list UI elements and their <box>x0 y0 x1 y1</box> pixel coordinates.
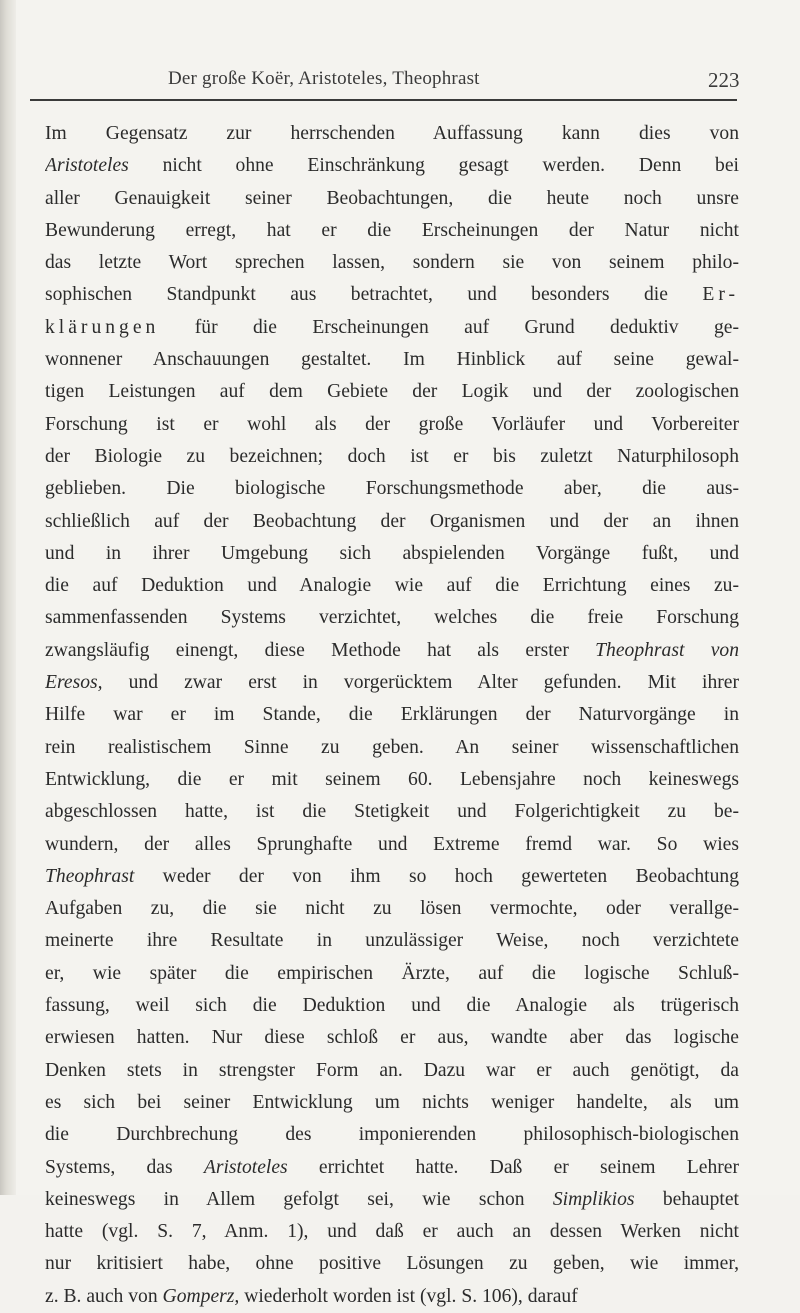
text-run: zwangsläufig einengt, diese Methode hat als erster <box>45 639 596 661</box>
text-line <box>45 958 739 990</box>
body-text <box>45 118 739 1313</box>
text-run: erwiesen hatten. Nur diese schloß er aus, wandte aber das logische <box>45 1027 739 1049</box>
text-line <box>45 506 739 538</box>
text-run: meinerte ihre Resultate in unzulässiger Weise, noch verzichtete <box>45 930 739 952</box>
text-run: rein realistischem Sinne zu geben. An seiner wissenschaftlichen <box>45 736 739 758</box>
italic-name: Aristoteles <box>45 155 129 177</box>
text-run: und zwar erst in vorgerücktem Alter gefunden. Mit ihrer <box>102 672 739 694</box>
text-run: weder der von ihm so hoch gewerteten Beobachtung <box>134 865 739 887</box>
binding-edge <box>0 0 16 1195</box>
text-run: Hilfe war er im Stande, die Erklärungen der Naturvorgänge in <box>45 704 739 726</box>
text-line <box>45 764 739 796</box>
spaced-emphasis: klärungen <box>45 316 160 338</box>
text-line <box>45 635 739 667</box>
header-rule <box>30 99 737 101</box>
text-run: Forschung ist er wohl als der große Vorläufer und Vorbereiter <box>45 413 739 435</box>
text-run: schließlich auf der Beobachtung der Organismen und der an ihnen <box>45 510 739 532</box>
text-line <box>45 667 739 699</box>
text-run: Aufgaben zu, die sie nicht zu lösen vermochte, oder verallge- <box>45 898 739 920</box>
text-line <box>45 732 739 764</box>
text-line <box>45 183 739 215</box>
text-run: sophischen Standpunkt aus betrachtet, und besonders die <box>45 284 703 306</box>
text-line <box>45 1248 739 1280</box>
text-line <box>45 376 739 408</box>
text-line <box>45 1022 739 1054</box>
text-run: nur kritisiert habe, ohne positive Lösungen zu geben, wie immer, <box>45 1253 739 1275</box>
italic-name: Theophrast <box>45 865 135 887</box>
text-run: z. B. auch von <box>45 1285 163 1307</box>
text-line <box>45 150 739 182</box>
text-line <box>45 118 739 150</box>
text-line <box>45 1119 739 1151</box>
text-line <box>45 1281 739 1313</box>
text-run: wonnener Anschauungen gestaltet. Im Hinblick auf seine gewal- <box>45 349 739 371</box>
text-run: es sich bei seiner Entwicklung um nichts weniger handelte, als um <box>45 1091 739 1113</box>
text-line <box>45 247 739 279</box>
text-line <box>45 699 739 731</box>
text-line <box>45 829 739 861</box>
text-line <box>45 312 739 344</box>
text-run: nicht ohne Einschränkung gesagt werden. Denn bei <box>128 155 739 177</box>
text-run: Denken stets in strengster Form an. Dazu war er auch genötigt, da <box>45 1059 739 1081</box>
text-line <box>45 215 739 247</box>
text-run: behauptet <box>634 1188 739 1210</box>
italic-name: Theophrast von <box>595 639 739 661</box>
text-run: abgeschlossen hatte, ist die Stetigkeit und Folgerichtigkeit zu be- <box>45 801 739 823</box>
text-line <box>45 893 739 925</box>
text-line <box>45 279 739 311</box>
text-run: er, wie später die empirischen Ärzte, auf die logische Schluß- <box>45 962 739 984</box>
text-run: aller Genauigkeit seiner Beobachtungen, die heute noch unsre <box>45 187 739 209</box>
text-run: geblieben. Die biologische Forschungsmethode aber, die aus- <box>45 478 739 500</box>
text-line <box>45 473 739 505</box>
italic-name: Simplikios <box>552 1188 635 1210</box>
text-run: das letzte Wort sprechen lassen, sondern sie von seinem philo- <box>45 252 739 274</box>
text-line <box>45 796 739 828</box>
text-run: keineswegs in Allem gefolgt sei, wie schon <box>45 1188 553 1210</box>
italic-name: Eresos, <box>45 672 103 694</box>
text-run: sammenfassenden Systems verzichtet, welches die freie Forschung <box>45 607 739 629</box>
text-run: die auf Deduktion und Analogie wie auf die Errichtung eines zu- <box>45 575 739 597</box>
text-line <box>45 441 739 473</box>
text-line <box>45 1216 739 1248</box>
spaced-emphasis: Er- <box>702 284 739 306</box>
text-run: hatte (vgl. S. 7, Anm. 1), und daß er auch an dessen Werken nicht <box>45 1221 739 1243</box>
italic-name: Gomperz, <box>162 1285 240 1307</box>
text-line <box>45 538 739 570</box>
text-line <box>45 1055 739 1087</box>
text-run: die Durchbrechung des imponierenden philosophisch-biologischen <box>45 1124 739 1146</box>
text-line <box>45 1184 739 1216</box>
text-run: Entwicklung, die er mit seinem 60. Lebensjahre noch keineswegs <box>45 768 739 790</box>
text-run: für die Erscheinungen auf Grund deduktiv ge- <box>159 316 739 338</box>
text-run: Bewunderung erregt, hat er die Erscheinungen der Natur nicht <box>45 219 739 241</box>
text-line <box>45 1087 739 1119</box>
text-run: fassung, weil sich die Deduktion und die Analogie als trügerisch <box>45 995 739 1017</box>
text-line <box>45 344 739 376</box>
running-header: Der große Koër, Aristoteles, Theophrast <box>168 68 480 89</box>
text-run: wundern, der alles Sprunghafte und Extreme fremd war. So wies <box>45 833 739 855</box>
text-run: Im Gegensatz zur herrschenden Auffassung kann dies von <box>45 123 739 144</box>
italic-name: Aristoteles <box>203 1156 288 1178</box>
text-run: errichtet hatte. Daß er seinem Lehrer <box>287 1156 739 1178</box>
text-run: tigen Leistungen auf dem Gebiete der Logik und der zoologischen <box>45 381 739 403</box>
text-line <box>45 570 739 602</box>
text-run: der Biologie zu bezeichnen; doch ist er bis zuletzt Naturphilosoph <box>45 445 739 467</box>
text-line <box>45 990 739 1022</box>
text-line <box>45 925 739 957</box>
text-run: Systems, das <box>45 1156 204 1178</box>
text-run: und in ihrer Umgebung sich abspielenden Vorgänge fußt, und <box>45 542 739 564</box>
text-line <box>45 1152 739 1184</box>
text-run: wiederholt worden ist (vgl. S. 106), darauf <box>239 1285 578 1307</box>
text-line <box>45 409 739 441</box>
text-line <box>45 602 739 634</box>
page-number: 223 <box>708 68 740 92</box>
text-line <box>45 861 739 893</box>
